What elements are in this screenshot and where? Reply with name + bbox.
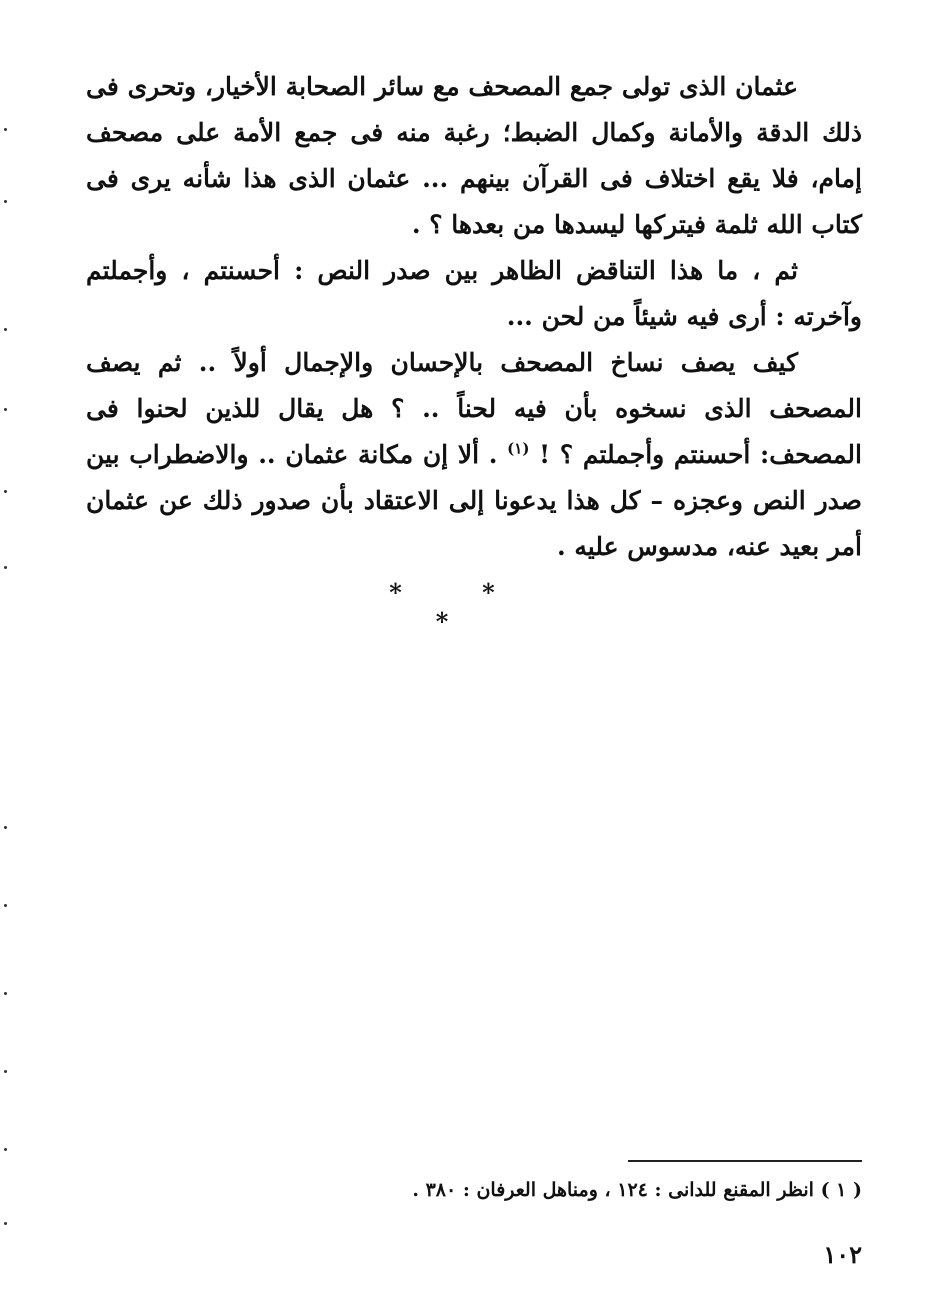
footnote-text: ( ١ ) انظر المقنع للدانى : ١٢٤ ، ومناهل العرفان : ٣٨٠ . bbox=[412, 1179, 862, 1201]
scan-margin-mark bbox=[4, 566, 7, 569]
scan-margin-mark bbox=[4, 408, 7, 411]
scan-margin-mark bbox=[4, 200, 7, 203]
scan-margin-mark bbox=[4, 826, 7, 829]
paragraph-1: عثمان الذى تولى جمع المصحف مع سائر الصحابة الأخيار، وتحرى فى ذلك الدقة والأمانة وكمال الضبط؛ رغبة منه فى جمع الأمة على مصحف إمام، فلا يقع اختلاف فى القرآن بينهم ... عثمان الذى هذا شأنه يرى فى كتاب الله ثلمة فيتركها ليسدها من بعدها ؟ . bbox=[86, 72, 862, 239]
scan-margin-mark bbox=[4, 904, 7, 907]
page-number: ١٠٢ bbox=[823, 1240, 862, 1269]
scan-margin-mark bbox=[4, 128, 7, 131]
scan-margin-mark bbox=[4, 1070, 7, 1073]
paragraph-3-part-1: كيف يصف نساخ المصحف بالإحسان والإجمال أولاً .. ثم يصف المصحف الذى نسخوه بأن فيه لحناً .. ؟ هل يقال للذين لحنوا فى المصحف: أحسنتم وأجملتم ؟ ! bbox=[86, 348, 862, 469]
paragraph-2: ثم ، ما هذا التناقض الظاهر بين صدر النص : أحسنتم ، وأجملتم وآخرته : أرى فيه شيئاً من لحن ... bbox=[86, 256, 862, 331]
paragraph-3-part-2: . ألا إن مكانة عثمان .. والاضطراب بين صدر النص وعجزه – كل هذا يدعونا إلى الاعتقاد بأن صدور ذلك عن عثمان أمر بعيد عنه، مدسوس عليه . bbox=[86, 440, 862, 561]
section-break-asterisks: * * * bbox=[389, 578, 531, 636]
footnote-divider bbox=[628, 1160, 862, 1162]
scan-margin-mark bbox=[4, 1222, 7, 1225]
scan-margin-mark bbox=[4, 992, 7, 995]
paragraph-3 bbox=[86, 340, 862, 570]
scan-margin-mark bbox=[4, 328, 7, 331]
scan-margin-mark bbox=[4, 1148, 7, 1151]
scan-margin-mark bbox=[4, 490, 7, 493]
footnote-reference[interactable]: (١) bbox=[507, 439, 530, 458]
